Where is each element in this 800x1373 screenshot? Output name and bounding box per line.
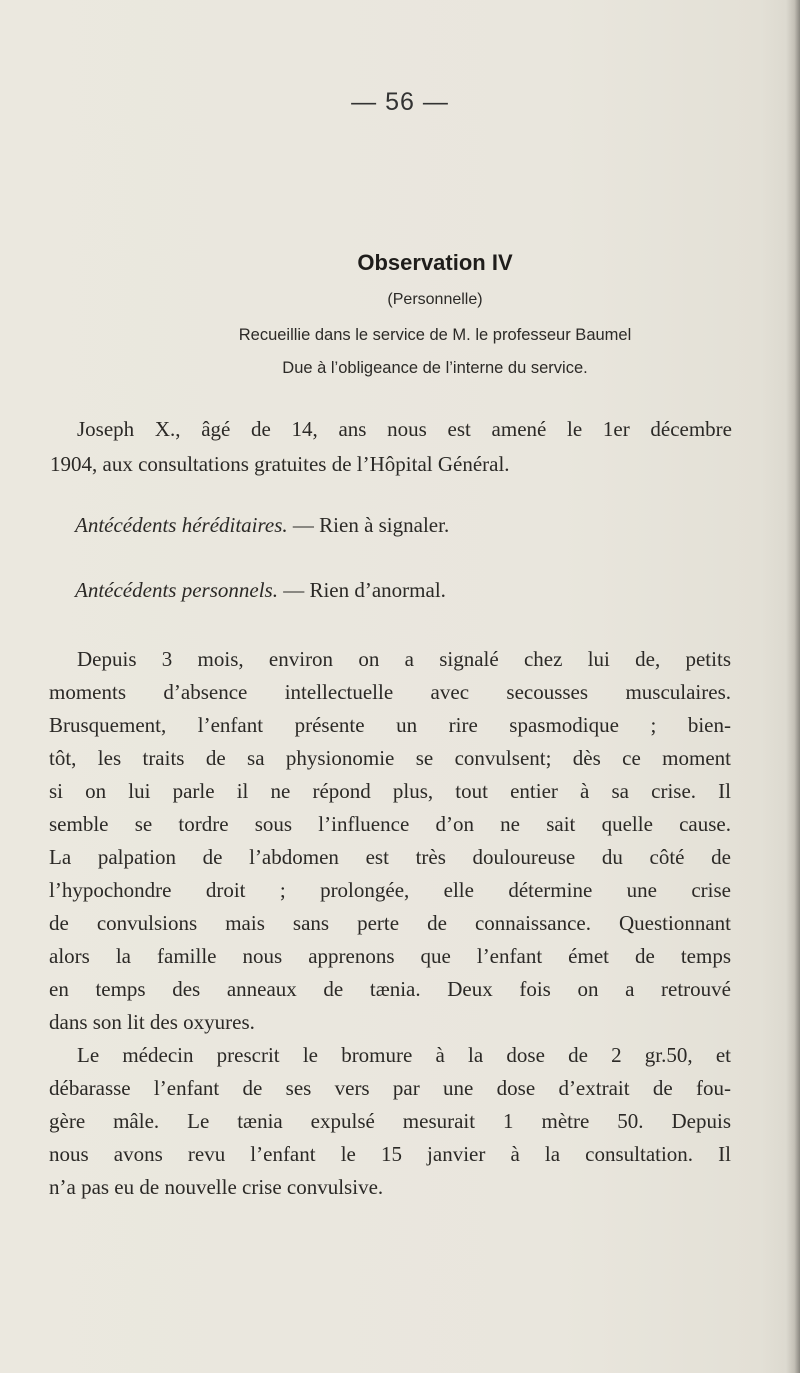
hereditary-antecedents xyxy=(75,513,449,538)
paragraph1-line: moments d’absence intellectuelle avec secousses musculaires. xyxy=(49,680,731,704)
intro-line-2: 1904, aux consultations gratuites de l’Hôpital Général. xyxy=(50,452,510,476)
intro-line-1: Joseph X., âgé de 14, ans nous est amené le 1er décembre xyxy=(77,417,732,441)
paragraph1-line: La palpation de l’abdomen est très douloureuse du côté de xyxy=(49,845,731,869)
observation-heading: Observation IV xyxy=(357,250,513,275)
paragraph1-line: de convulsions mais sans perte de connaissance. Questionnant xyxy=(49,911,731,935)
paragraph1-line: en temps des anneaux de tænia. Deux fois on a retrouvé xyxy=(49,977,731,1001)
page-number: — 56 — xyxy=(351,88,449,116)
credit-line: Due à l’obligeance de l’interne du service. xyxy=(282,359,588,377)
paragraph1-line: Brusquement, l’enfant présente un rire spasmodique ; bien- xyxy=(49,713,731,737)
paragraph2-line: Le médecin prescrit le bromure à la dose de 2 gr.50, et xyxy=(77,1043,731,1067)
paragraph2-line: débarasse l’enfant de ses vers par une dose d’extrait de fou- xyxy=(49,1076,731,1100)
personal-text: — Rien d’anormal. xyxy=(277,578,446,602)
personal-label: Antécédents personnels. xyxy=(75,578,278,602)
page-edge-shadow xyxy=(786,0,800,1373)
paragraph1-line: l’hypochondre droit ; prolongée, elle détermine une crise xyxy=(49,878,731,902)
paragraph1-line: si on lui parle il ne répond plus, tout entier à sa crise. Il xyxy=(49,779,731,803)
paragraph1-line: alors la famille nous apprenons que l’enfant émet de temps xyxy=(49,944,731,968)
hereditary-text: — Rien à signaler. xyxy=(287,513,450,537)
personal-antecedents xyxy=(75,578,446,603)
observation-subtitle: (Personnelle) xyxy=(387,291,483,308)
paragraph1-line: dans son lit des oxyures. xyxy=(49,1010,255,1034)
paragraph2-line: n’a pas eu de nouvelle crise convulsive. xyxy=(49,1175,384,1199)
paragraph2-line: gère mâle. Le tænia expulsé mesurait 1 mètre 50. Depuis xyxy=(49,1109,731,1133)
paragraph1-line: semble se tordre sous l’influence d’on ne sait quelle cause. xyxy=(49,812,731,836)
paragraph1-line: Depuis 3 mois, environ on a signalé chez lui de, petits xyxy=(77,647,731,671)
hereditary-label: Antécédents héréditaires. xyxy=(75,513,288,537)
paragraph1-line: tôt, les traits de sa physionomie se convulsent; dès ce moment xyxy=(49,746,731,770)
paragraph2-line: nous avons revu l’enfant le 15 janvier à la consultation. Il xyxy=(49,1142,731,1166)
source-line: Recueillie dans le service de M. le professeur Baumel xyxy=(238,326,632,344)
